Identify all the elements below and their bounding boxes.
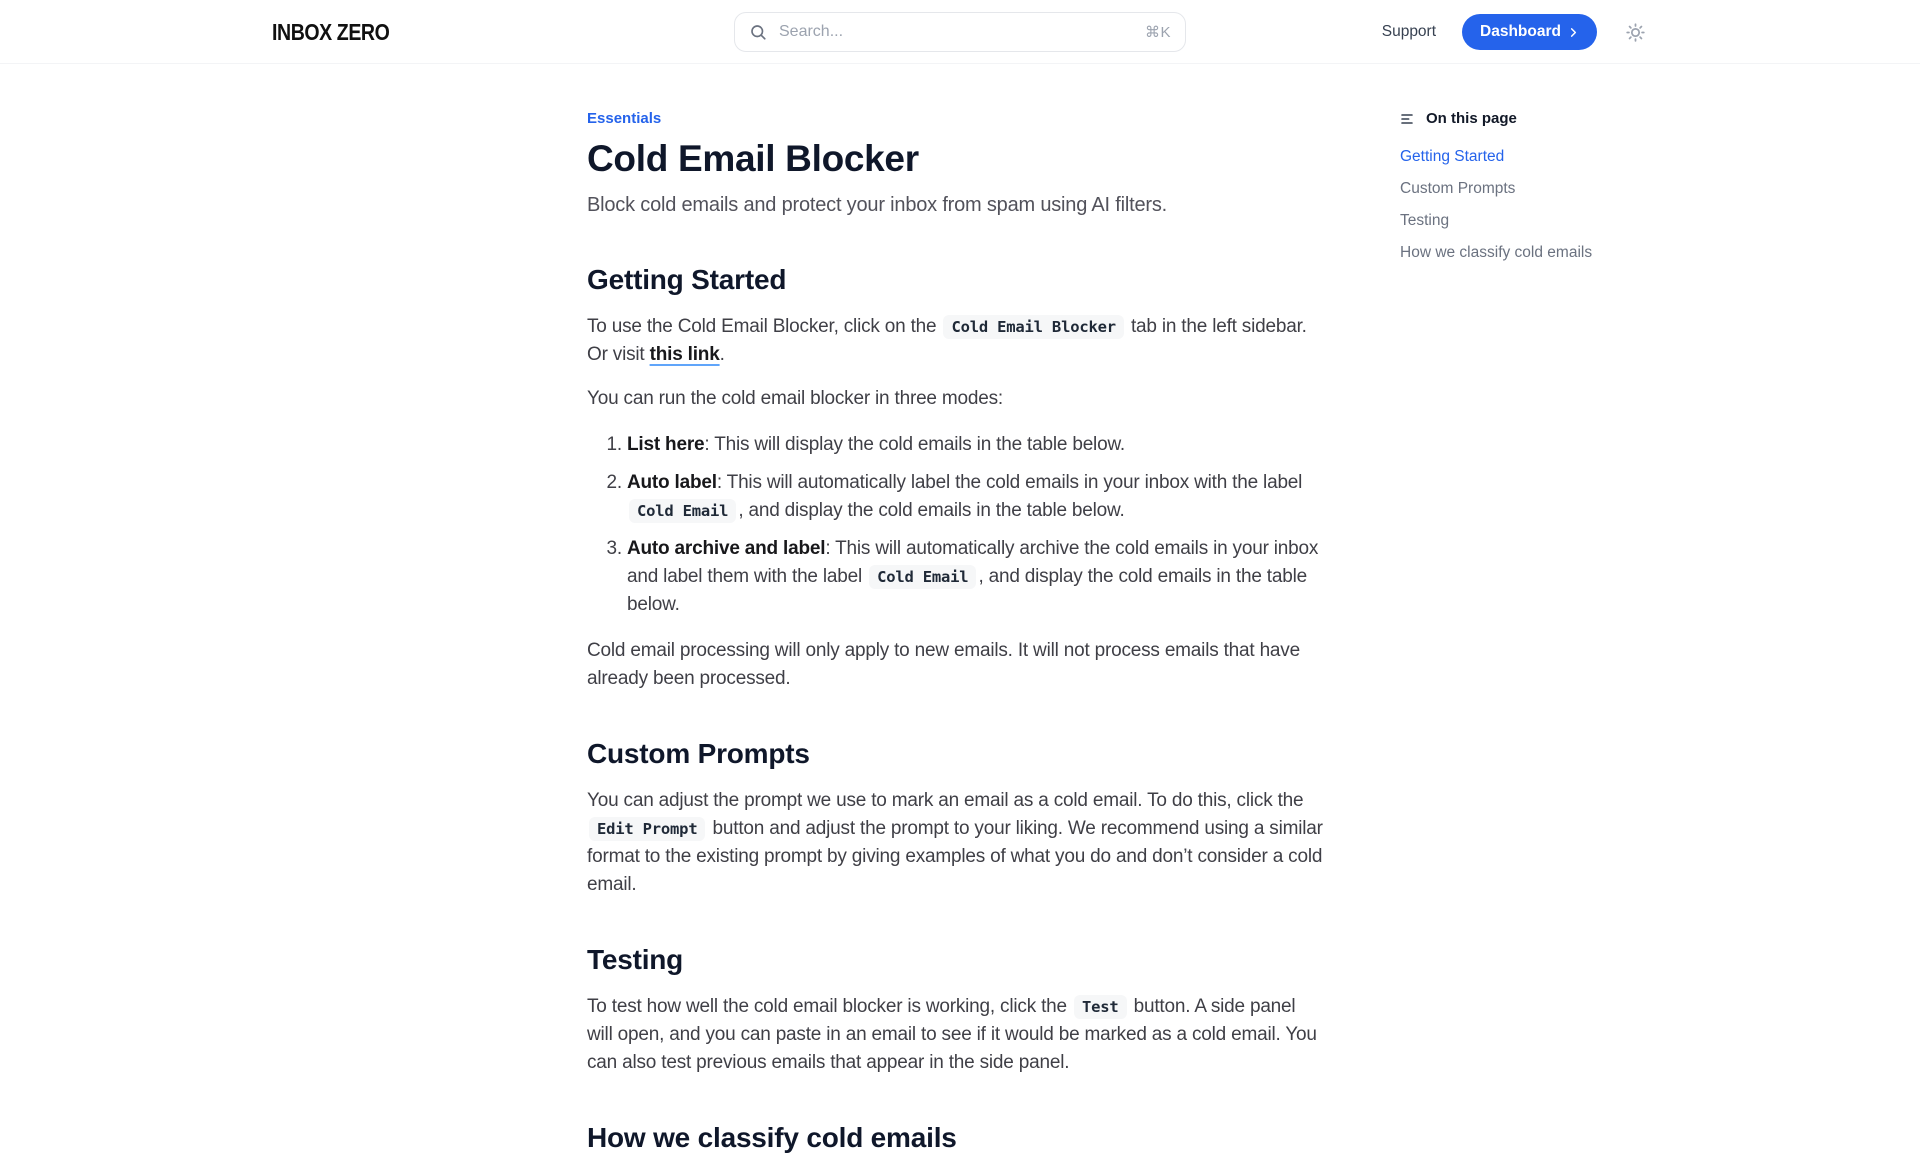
logo[interactable]: INBOX ZERO <box>272 18 390 45</box>
text-segment: To test how well the cold email blocker is working, click the <box>587 996 1072 1017</box>
text-segment: tab in the left sidebar. Or visit <box>587 316 1307 365</box>
list-icon <box>1400 111 1416 127</box>
search-field[interactable] <box>777 22 1145 42</box>
toc-item-testing[interactable]: Testing <box>1400 212 1450 229</box>
toc-item-custom-prompts[interactable]: Custom Prompts <box>1400 180 1516 197</box>
page-title: Cold Email Blocker <box>587 138 919 179</box>
text-segment: : This will display the cold emails in the table below. <box>704 434 1125 455</box>
modes-list <box>587 431 1323 619</box>
bold-text: List here <box>627 434 705 455</box>
dashboard-button-label: Dashboard <box>1480 23 1561 40</box>
bold-text: Auto archive and label <box>627 538 826 559</box>
paragraph-processing-note: Cold email processing will only apply to new emails. It will not process emails that have already been processed. <box>587 640 1300 689</box>
text-segment: To use the Cold Email Blocker, click on the <box>587 316 942 337</box>
theme-toggle-button[interactable] <box>1623 20 1648 45</box>
sun-icon <box>1625 22 1646 43</box>
search-shortcut-hint: ⌘K <box>1144 24 1171 41</box>
table-of-contents <box>1400 110 1648 1169</box>
paragraph-getting-started-intro <box>587 313 1323 369</box>
search-icon <box>749 23 767 41</box>
search-input[interactable] <box>734 12 1186 52</box>
doc-content <box>587 110 1323 1169</box>
bold-text: Auto label <box>627 472 717 493</box>
inline-link[interactable]: this link <box>649 344 720 365</box>
text-segment: , and display the cold emails in the table below. <box>738 500 1125 521</box>
chevron-right-icon <box>1568 27 1579 38</box>
list-item-mode-1 <box>627 431 1323 459</box>
heading-custom-prompts: Custom Prompts <box>587 738 810 769</box>
list-item-mode-2 <box>627 469 1323 525</box>
paragraph-modes-intro: You can run the cold email blocker in three modes: <box>587 388 1003 409</box>
page-subtitle: Block cold emails and protect your inbox from spam using AI filters. <box>587 194 1167 216</box>
heading-getting-started: Getting Started <box>587 264 787 295</box>
heading-classification: How we classify cold emails <box>587 1122 957 1153</box>
heading-testing: Testing <box>587 944 684 975</box>
text-segment: , and display the cold emails in the table below. <box>627 566 1307 615</box>
text-segment: : This will automatically label the cold emails in your inbox with the label <box>716 472 1303 493</box>
text-segment: button. A side panel will open, and you can paste in an email to see if it would be marked as a cold email. You can also test previous emails that appear in the side panel. <box>587 996 1317 1073</box>
paragraph-testing <box>587 993 1323 1077</box>
text-segment: : This will automatically archive the cold emails in your inbox and label them with the label <box>627 538 1319 587</box>
paragraph-custom-prompts <box>587 787 1323 899</box>
text-segment: button and adjust the prompt to your liking. We recommend using a similar format to the existing prompt by giving examples of what you do and don’t consider a cold email. <box>587 818 1323 895</box>
inline-code: Test <box>1074 995 1127 1019</box>
inline-code: Cold Email Blocker <box>943 315 1123 339</box>
text-segment: . <box>719 344 725 365</box>
inline-code: Edit Prompt <box>589 817 705 841</box>
dashboard-button[interactable] <box>1462 14 1597 50</box>
text-segment: You can adjust the prompt we use to mark an email as a cold email. To do this, click the <box>587 790 1304 811</box>
inline-code: Cold Email <box>869 565 976 589</box>
toc-title: On this page <box>1426 110 1517 127</box>
support-link[interactable]: Support <box>1381 23 1437 40</box>
inline-code: Cold Email <box>629 499 736 523</box>
toc-item-getting-started[interactable]: Getting Started <box>1400 148 1505 165</box>
toc-item-classification[interactable]: How we classify cold emails <box>1400 244 1593 261</box>
breadcrumb: Essentials <box>587 110 662 127</box>
list-item-mode-3 <box>627 535 1323 619</box>
top-navbar <box>0 0 1920 64</box>
